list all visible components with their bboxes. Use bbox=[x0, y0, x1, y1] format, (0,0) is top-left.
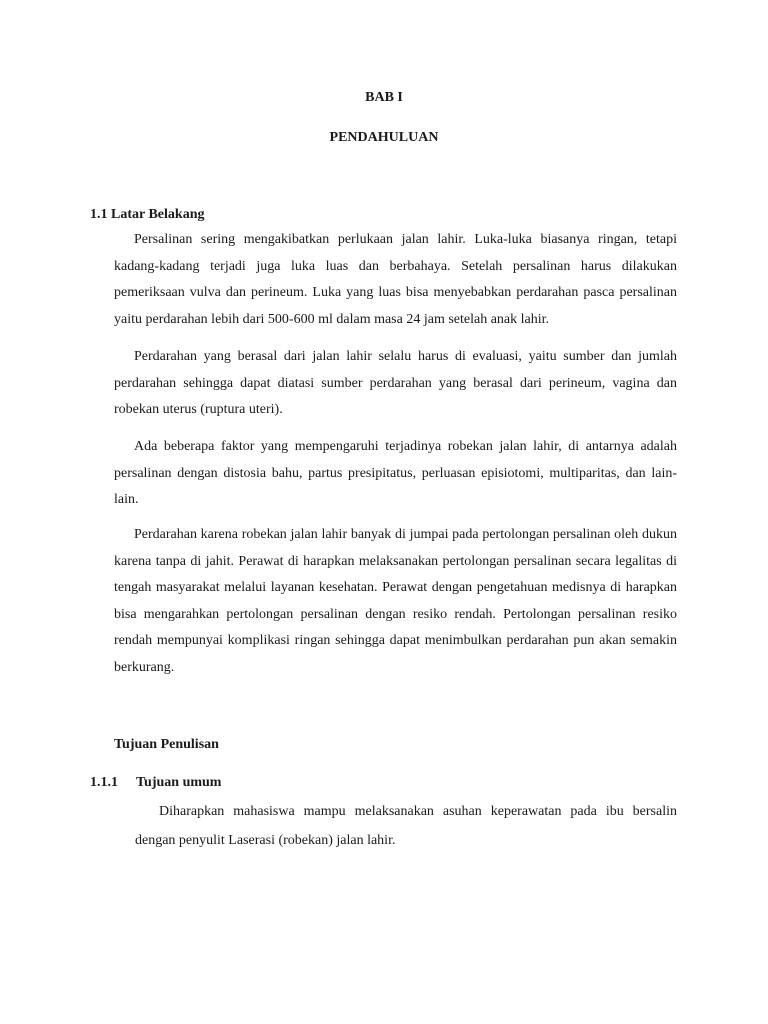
general-goal-number: 1.1.1 bbox=[90, 775, 118, 790]
general-goal-text: Diharapkan mahasiswa mampu melaksanakan asuhan keperawatan pada ibu bersalin dengan penyulit Laserasi (robekan) jalan lahir. bbox=[135, 804, 677, 848]
chapter-label: BAB I bbox=[365, 90, 403, 105]
paragraph-2: Perdarahan yang berasal dari jalan lahir selalu harus di evaluasi, yaitu sumber dan jumlah perdarahan sehingga dapat diatasi sumber perdarahan yang berasal dari perineum, vagina dan robekan uterus (ruptura uteri). bbox=[114, 349, 677, 417]
goals-heading: Tujuan Penulisan bbox=[114, 737, 219, 752]
section-heading: 1.1 Latar Belakang bbox=[90, 207, 205, 222]
general-goal-title: Tujuan umum bbox=[136, 775, 222, 790]
paragraph-1: Persalinan sering mengakibatkan perlukaan jalan lahir. Luka-luka biasanya ringan, tetapi kadang-kadang terjadi juga luka luas dan berbahaya. Setelah persalinan harus dilakukan pemeriksaan vulva dan perineum. Luka yang luas bisa menyebabkan perdarahan pasca persalinan yaitu perdarahan lebih dari 500-600 ml dalam masa 24 jam setelah anak lahir. bbox=[114, 232, 677, 327]
chapter-title: PENDAHULUAN bbox=[329, 130, 439, 145]
general-goal-heading bbox=[90, 775, 221, 791]
paragraph-3: Ada beberapa faktor yang mempengaruhi terjadinya robekan jalan lahir, di antarnya adalah persalinan dengan distosia bahu, partus presipitatus, perluasan episiotomi, multiparitas, dan lain-lain. bbox=[114, 439, 677, 507]
paragraph-4: Perdarahan karena robekan jalan lahir banyak di jumpai pada pertolongan persalinan oleh dukun karena tanpa di jahit. Perawat di harapkan melaksanakan pertolongan persalinan secara legalitas di tengah masyarakat melalui layanan kesehatan. Perawat dengan pengetahuan medisnya di harapkan bisa mengarahkan pertolongan persalinan dengan resiko rendah. Pertolongan persalinan resiko rendah mempunyai komplikasi ringan sehingga dapat menimbulkan perdarahan pun akan semakin berkurang. bbox=[114, 527, 677, 675]
